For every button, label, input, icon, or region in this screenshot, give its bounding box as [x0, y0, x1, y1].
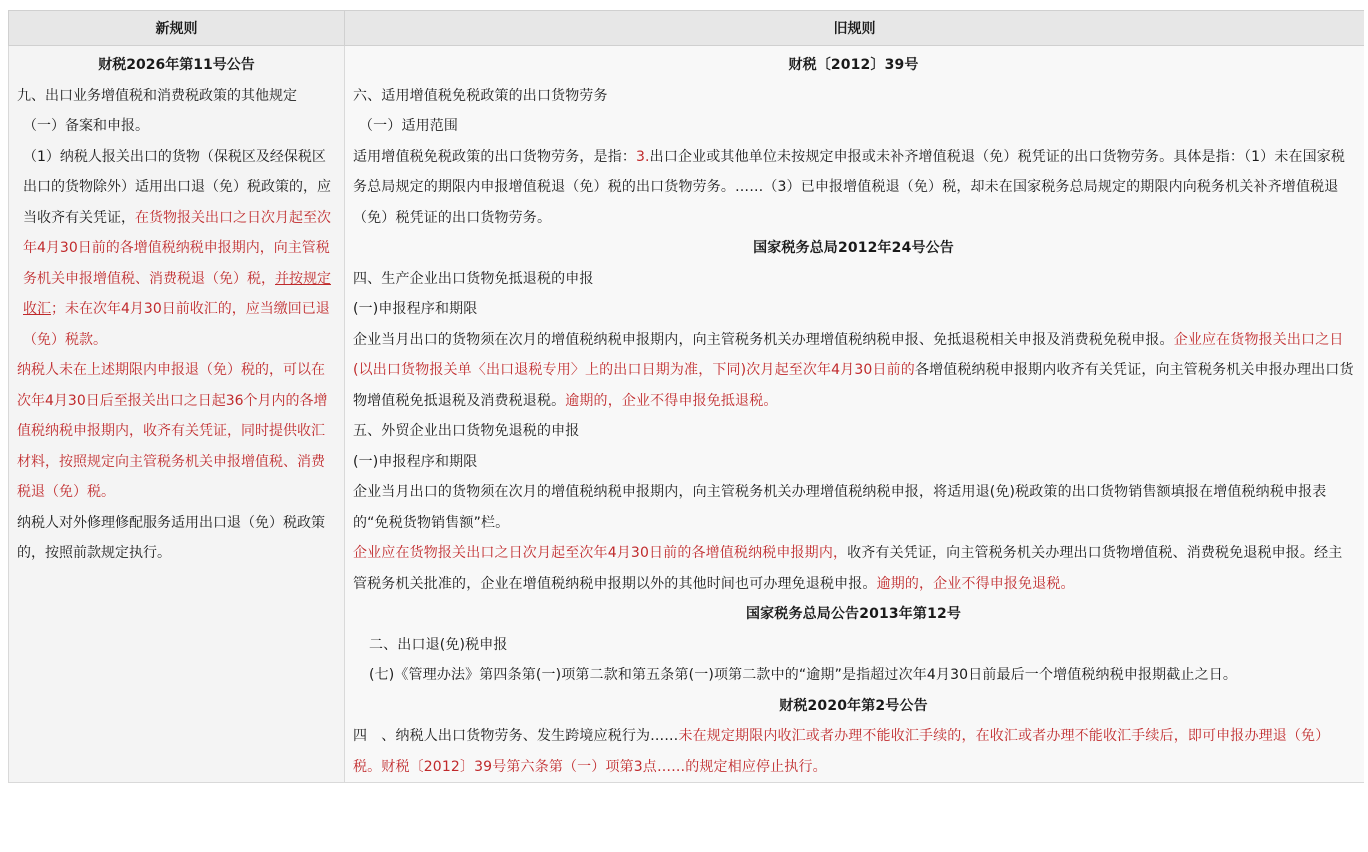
new-rule-paragraph-3: 纳税人对外修理修配服务适用出口退（免）税政策的，按照前款规定执行。 — [17, 514, 325, 561]
comparison-table-wrapper — [8, 10, 1364, 852]
new-rules-cell — [9, 46, 345, 783]
new-rule-paragraph-2: 纳税人未在上述期限内申报退（免）税的，可以在次年4月30日后至报关出口之日起36个月内的各增值税纳税申报期内，收齐有关凭证，同时提供收汇材料，按照规定向主管税务机关申报增值税、消费税退（免）税。 — [17, 362, 328, 500]
old-rule-title-2013-12: 国家税务总局公告2013年第12号 — [746, 606, 961, 622]
old-rule-heading: 四、生产企业出口货物免抵退税的申报 — [353, 270, 594, 287]
highlighted-text: 在货物报关出口之日次月起至次年4月30日前的各增值税纳税申报期内，向主管税务机关申报增值税、消费税退（免）税， — [23, 209, 331, 287]
old-rule-title-2012-24: 国家税务总局2012年24号公告 — [753, 240, 954, 256]
text-segment: 适用增值税免税政策的出口货物劳务，是指： — [353, 148, 636, 165]
text-segment: 出口企业或其他单位未按规定申报或未补齐增值税退（免）税凭证的出口货物劳务。具体是指：（1）未在国家税务总局规定的期限内申报增值税退（免）税的出口货物劳务。……（3）已申报增值税退（免）税，却未在国家税务总局规定的期限内向税务机关补齐增值税退（免）税凭证的出口货物劳务。 — [353, 148, 1346, 226]
old-rule-paragraph: 企业当月出口的货物须在次月的增值税纳税申报期内，向主管税务机关办理增值税纳税申报，将适用退(免)税政策的出口货物销售额填报在增值税纳税申报表的“免税货物销售额”栏。 — [353, 484, 1327, 531]
rules-comparison-table — [8, 10, 1364, 783]
highlighted-text: 未在规定期限内收汇或者办理不能收汇手续的， — [678, 728, 976, 744]
new-rule-section-9: 九、出口业务增值税和消费税政策的其他规定 — [17, 87, 297, 104]
old-rule-paragraph — [353, 142, 1354, 234]
old-rule-paragraph — [353, 538, 1354, 599]
new-rules-header: 新规则 — [9, 11, 345, 46]
old-rule-heading: 五、外贸企业出口货物免退税的申报 — [353, 423, 580, 439]
table-header-row — [9, 11, 1365, 46]
old-rule-title-2012-39: 财税〔2012〕39号 — [788, 57, 919, 73]
new-rule-paragraph-1 — [17, 142, 336, 356]
old-rule-heading: 二、出口退(免)税申报 — [369, 636, 508, 653]
old-rule-paragraph: (七)《管理办法》第四条第(一)项第二款和第五条第(一)项第二款中的“逾期”是指超过次年4月30日前最后一个增值税纳税申报期截止之日。 — [369, 667, 1238, 683]
text-segment: 各增值税纳税申报期内收齐有关凭证，向主管税务机关申报办理出口货物增值税免抵退税及消费税退税。 — [353, 362, 1354, 409]
highlighted-text: ；未在次年4月30日前收汇的，应当缴回已退（免）税款。 — [23, 301, 330, 348]
old-rule-title-2020-2: 财税2020年第2号公告 — [779, 697, 928, 714]
new-rule-item-1: （一）备案和申报。 — [23, 118, 149, 134]
new-rule-title: 财税2026年第11号公告 — [98, 57, 255, 73]
highlighted-text: 企业应在货物报关出口之日次月起至次年4月30日前的各增值税纳税申报期内， — [353, 545, 848, 561]
old-rules-header: 旧规则 — [345, 11, 1365, 46]
old-rule-subheading: (一)申报程序和期限 — [353, 453, 478, 470]
text-segment: 收齐有关凭证，向主管税务机关办理出口货物增值税、消费税免退税申报。经主管税务机关批准的，企业在增值税纳税申报期以外的其他时间也可办理免退税申报。 — [353, 545, 1343, 592]
text-segment: 企业当月出口的货物须在次月的增值税纳税申报期内，向主管税务机关办理增值税纳税申报、免抵退税相关申报及消费税免税申报。 — [353, 331, 1174, 348]
old-rule-subheading: (一)申报程序和期限 — [353, 301, 478, 317]
highlighted-text: 在收汇或者办理不能收汇手续后，即可申报办理退（免）税。财税〔2012〕39号第六条第（一）项第3点……的规定相应停止执行。 — [353, 728, 1330, 775]
table-row — [9, 46, 1365, 783]
highlighted-text: 企业应在货物报关出口之日(以出口货物报关单〈出口退税专用〉上的出口日期为准，下同)次月起至次年4月30日前的 — [353, 331, 1344, 378]
old-rule-subheading: （一）适用范围 — [359, 118, 459, 134]
underlined-text: 并按规定收汇 — [23, 270, 331, 317]
highlighted-text: 逾期的，企业不得申报免退税。 — [876, 575, 1075, 592]
old-rule-paragraph — [353, 325, 1354, 417]
old-rule-paragraph — [353, 721, 1354, 782]
old-rule-heading: 六、适用增值税免税政策的出口货物劳务 — [353, 87, 608, 104]
text-segment: 四 、纳税人出口货物劳务、发生跨境应税行为…… — [353, 728, 679, 744]
text-segment: （1）纳税人报关出口的货物（保税区及经保税区出口的货物除外）适用出口退（免）税政策的，应当收齐有关凭证， — [23, 148, 331, 226]
highlighted-text: 3. — [636, 148, 650, 165]
old-rules-cell — [345, 46, 1365, 783]
highlighted-text: 逾期的，企业不得申报免抵退税。 — [565, 392, 778, 409]
